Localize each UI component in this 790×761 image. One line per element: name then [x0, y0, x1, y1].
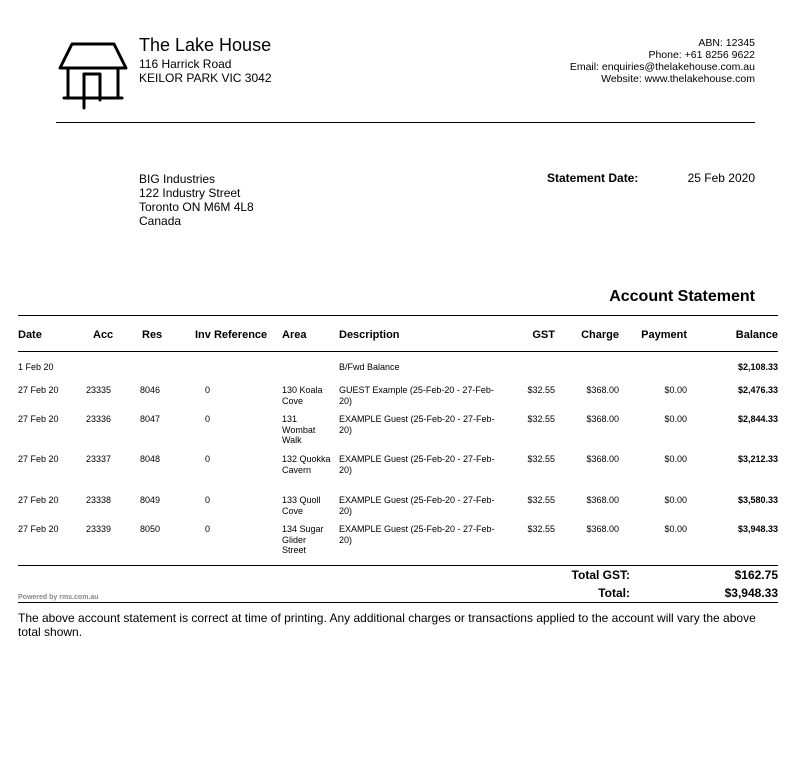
footer-divider: [18, 602, 778, 603]
powered-by-text: Powered by rms.com.au: [18, 594, 99, 601]
cell-balance: $2,108.33: [737, 362, 778, 372]
cell-inv: 0: [205, 454, 211, 464]
cell-gst: $32.55: [527, 454, 555, 464]
col-header-payment: Payment: [641, 329, 687, 341]
cell-area: 134 Sugar Glider Street: [282, 524, 324, 555]
cell-payment: $0.00: [664, 495, 687, 505]
cell-acc: 23338: [86, 495, 112, 505]
col-header-res: Res: [142, 329, 163, 341]
cell-area: 130 Koala Cove: [282, 385, 323, 406]
col-header-balance: Balance: [735, 329, 778, 341]
cell-inv: 0: [205, 495, 211, 505]
cell-date: 27 Feb 20: [18, 414, 59, 424]
client-name: BIG Industries: [139, 172, 216, 186]
client-address: [139, 172, 254, 228]
cell-desc: EXAMPLE Guest (25-Feb-20 - 27-Feb-20): [339, 524, 495, 545]
totals-divider: [18, 565, 778, 566]
total-gst-value: $162.75: [734, 568, 778, 582]
business-contact: [570, 37, 755, 85]
business-phone: Phone: +61 8256 9622: [648, 49, 755, 61]
col-header-desc: Description: [339, 329, 400, 341]
cell-date: 27 Feb 20: [18, 524, 59, 534]
cell-inv: 0: [205, 414, 211, 424]
table-top-divider: [18, 315, 778, 316]
cell-area: 133 Quoll Cove: [282, 495, 321, 516]
cell-balance: $3,580.33: [737, 495, 778, 505]
business-website: Website: www.thelakehouse.com: [601, 73, 755, 85]
statement-date-value: 25 Feb 2020: [687, 171, 755, 185]
statement-date-label: Statement Date:: [547, 171, 639, 185]
cell-desc: EXAMPLE Guest (25-Feb-20 - 27-Feb-20): [339, 454, 495, 475]
cell-charge: $368.00: [586, 454, 619, 464]
cell-res: 8050: [140, 524, 161, 534]
header-divider: [56, 122, 755, 123]
cell-charge: $368.00: [586, 495, 619, 505]
cell-res: 8048: [140, 454, 161, 464]
page-title: Account Statement: [609, 288, 755, 305]
business-address-line1: 116 Harrick Road: [139, 57, 232, 71]
client-country: Canada: [139, 214, 182, 228]
business-address: [139, 57, 272, 85]
cell-payment: $0.00: [664, 524, 687, 534]
cell-payment: $0.00: [664, 385, 687, 395]
total-gst-label: Total GST:: [571, 568, 630, 582]
cell-payment: $0.00: [664, 414, 687, 424]
cell-gst: $32.55: [527, 385, 555, 395]
business-name: The Lake House: [139, 35, 272, 55]
cell-charge: $368.00: [586, 385, 619, 395]
client-city: Toronto ON M6M 4L8: [139, 200, 254, 214]
statement-note: The above account statement is correct at time of printing. Any additional charges or transactions applied to the account will vary the above total shown.: [18, 611, 756, 639]
total-value: $3,948.33: [724, 586, 778, 600]
col-header-charge: Charge: [581, 329, 619, 341]
business-address-line2: KEILOR PARK VIC 3042: [139, 71, 272, 85]
cell-desc: EXAMPLE Guest (25-Feb-20 - 27-Feb-20): [339, 495, 495, 516]
col-header-acc: Acc: [93, 329, 114, 341]
cell-desc: B/Fwd Balance: [339, 362, 400, 372]
cell-inv: 0: [205, 524, 211, 534]
cell-balance: $2,844.33: [737, 414, 778, 424]
cell-gst: $32.55: [527, 414, 555, 424]
cell-balance: $2,476.33: [737, 385, 778, 395]
cell-charge: $368.00: [586, 524, 619, 534]
col-header-gst: GST: [532, 329, 555, 341]
cell-acc: 23339: [86, 524, 112, 534]
cell-res: 8047: [140, 414, 161, 424]
cell-desc: GUEST Example (25-Feb-20 - 27-Feb-20): [339, 385, 494, 406]
cell-payment: $0.00: [664, 454, 687, 464]
cell-res: 8049: [140, 495, 161, 505]
house-logo-icon: [56, 38, 130, 112]
cell-gst: $32.55: [527, 524, 555, 534]
cell-charge: $368.00: [586, 414, 619, 424]
cell-area: 131 Wombat Walk: [282, 414, 316, 445]
business-abn: ABN: 12345: [698, 37, 755, 49]
cell-date: 27 Feb 20: [18, 454, 59, 464]
cell-acc: 23336: [86, 414, 112, 424]
col-header-date: Date: [18, 329, 42, 341]
business-email: Email: enquiries@thelakehouse.com.au: [569, 61, 755, 73]
cell-date: 27 Feb 20: [18, 495, 59, 505]
table-header-divider: [18, 351, 778, 352]
cell-date: 1 Feb 20: [18, 362, 54, 372]
cell-acc: 23335: [86, 385, 112, 395]
cell-area: 132 Quokka Cavern: [282, 454, 331, 475]
cell-gst: $32.55: [527, 495, 555, 505]
cell-date: 27 Feb 20: [18, 385, 59, 395]
client-street: 122 Industry Street: [139, 186, 241, 200]
cell-acc: 23337: [86, 454, 112, 464]
cell-balance: $3,948.33: [737, 524, 778, 534]
cell-balance: $3,212.33: [737, 454, 778, 464]
total-label: Total:: [598, 586, 630, 600]
col-header-inv: Inv Reference: [195, 329, 268, 341]
cell-res: 8046: [140, 385, 161, 395]
cell-desc: EXAMPLE Guest (25-Feb-20 - 27-Feb-20): [339, 414, 495, 435]
cell-inv: 0: [205, 385, 211, 395]
col-header-area: Area: [282, 329, 307, 341]
